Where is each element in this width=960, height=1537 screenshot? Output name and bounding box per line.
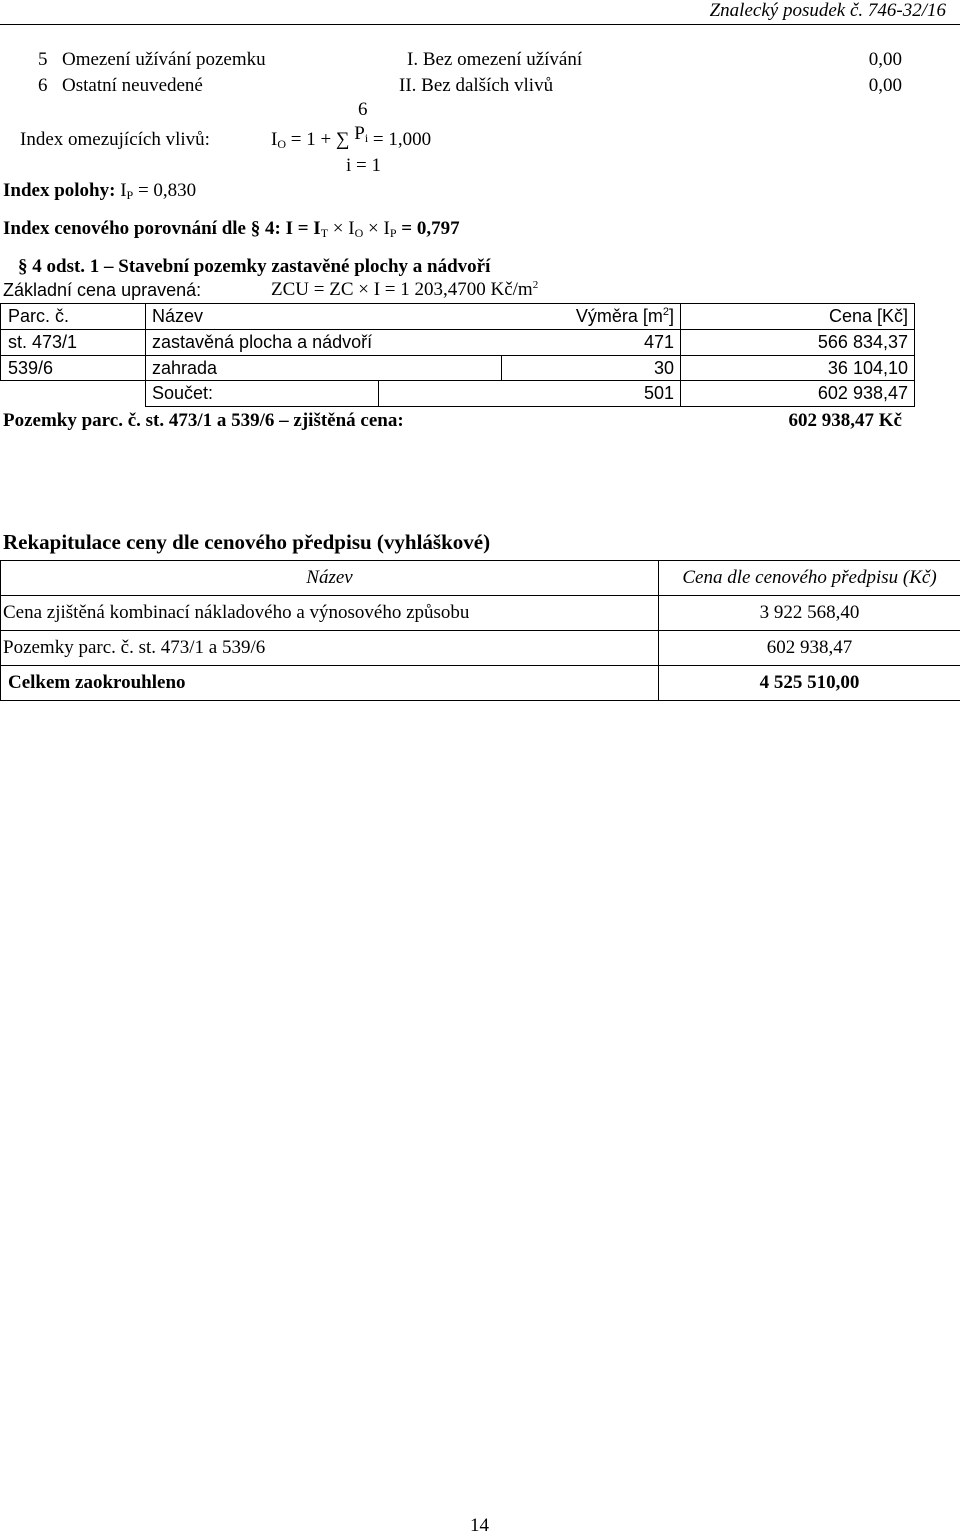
area-header-end: ] [669,306,674,326]
table-cell-price: 36 104,10 [681,355,914,381]
table-row [1,596,960,631]
table-total-area: 501 [378,380,680,406]
recap-row-price: 3 922 568,40 [659,596,960,631]
comparison-index-label: Index cenového porovnání dle [3,218,246,239]
recap-row-name: Pozemky parc. č. st. 473/1 a 539/6 [1,631,659,666]
table-line [145,406,915,407]
table-total-price: 602 938,47 [681,380,914,406]
influence-label: Omezení užívání pozemku [62,49,266,71]
index-subscript: O [277,137,286,151]
area-header-text: Výměra [m [576,306,663,326]
sum-upper-limit: 6 [358,99,368,121]
table-cell-name: zastavěná plocha a nádvoří [146,329,501,355]
influence-value: 0,00 [869,49,902,71]
times-ip: × I [368,218,390,239]
table-cell-parcel: 539/6 [2,355,145,381]
p-subscript-2: P [390,226,397,240]
land-table-header-area [501,303,680,332]
sigma-symbol: ∑ [336,129,350,150]
o-subscript: O [355,226,364,240]
land-table-header-price: Cena [Kč] [681,303,914,329]
influence-level: I. Bez omezení užívání [407,49,582,71]
influence-label: Ostatní neuvedené [62,75,203,97]
restricting-index-result: = 1,000 [373,129,431,150]
p-subscript: i [365,131,368,145]
sum-lower-limit: i = 1 [346,155,381,177]
recap-table [0,560,960,701]
restricting-index-formula [20,129,210,151]
recap-total-price: 4 525 510,00 [659,666,960,701]
area-header-sup: 2 [663,306,669,318]
table-total-label: Součet: [146,380,378,406]
p-symbol: P [354,123,365,144]
index-symbol: I [271,129,277,150]
base-price-unit-sup: 2 [533,279,539,291]
comparison-index [3,218,460,241]
table-cell-name: zahrada [146,355,501,381]
restricting-index-label: Index omezujících vlivů: [20,129,210,150]
recap-header-name: Název [1,561,659,596]
section-heading: § 4 odst. 1 – Stavební pozemky zastavěné plochy a nádvoří [18,256,490,278]
table-cell-price: 566 834,37 [681,329,914,355]
base-price-label: Základní cena upravená: [3,279,201,301]
recap-total-name: Celkem zaokrouhleno [1,666,659,701]
document-header-title: Znalecký posudek č. 746-32/16 [710,0,946,22]
table-cell-area: 471 [501,329,680,355]
comparison-index-section: § 4: I = I [251,218,321,239]
base-price-formula-text: ZCU = ZC × I = 1 203,4700 Kč/m [271,279,533,300]
t-subscript: T [321,226,328,240]
influence-value: 0,00 [869,75,902,97]
comparison-index-result: = 0,797 [401,218,459,239]
base-price-formula [271,279,538,303]
table-cell-parcel: st. 473/1 [2,329,145,355]
land-result-label: Pozemky parc. č. st. 473/1 a 539/6 – zjištěná cena: [3,410,404,432]
recap-header-price: Cena dle cenového předpisu (Kč) [659,561,960,596]
recap-title: Rekapitulace ceny dle cenového předpisu (vyhláškové) [3,530,490,554]
table-row [1,631,960,666]
table-line [914,303,915,406]
influence-number: 6 [38,75,48,97]
land-table-header-parcel: Parc. č. [2,303,145,329]
recap-header-row [1,561,960,596]
header-divider [0,24,960,25]
restricting-index-expression [271,129,431,152]
recap-row-name: Cena zjištěná kombinací nákladového a výnosového způsobu [1,596,659,631]
page-number: 14 [470,1515,489,1537]
equals-one-plus: = 1 + [291,129,331,150]
table-cell-area: 30 [501,355,680,381]
land-result-value: 602 938,47 Kč [789,410,902,432]
land-table-header-name: Název [146,303,501,329]
position-index-value: = 0,830 [138,180,196,201]
table-line [0,303,1,380]
position-index-label: Index polohy: [3,180,115,201]
recap-total-row [1,666,960,701]
influence-level: II. Bez dalších vlivů [399,75,553,97]
influence-number: 5 [38,49,48,71]
position-index-subscript: P [127,188,134,202]
recap-row-price: 602 938,47 [659,631,960,666]
times-io: × I [333,218,355,239]
position-index: Index polohy: IP = 0,830 [3,180,196,203]
